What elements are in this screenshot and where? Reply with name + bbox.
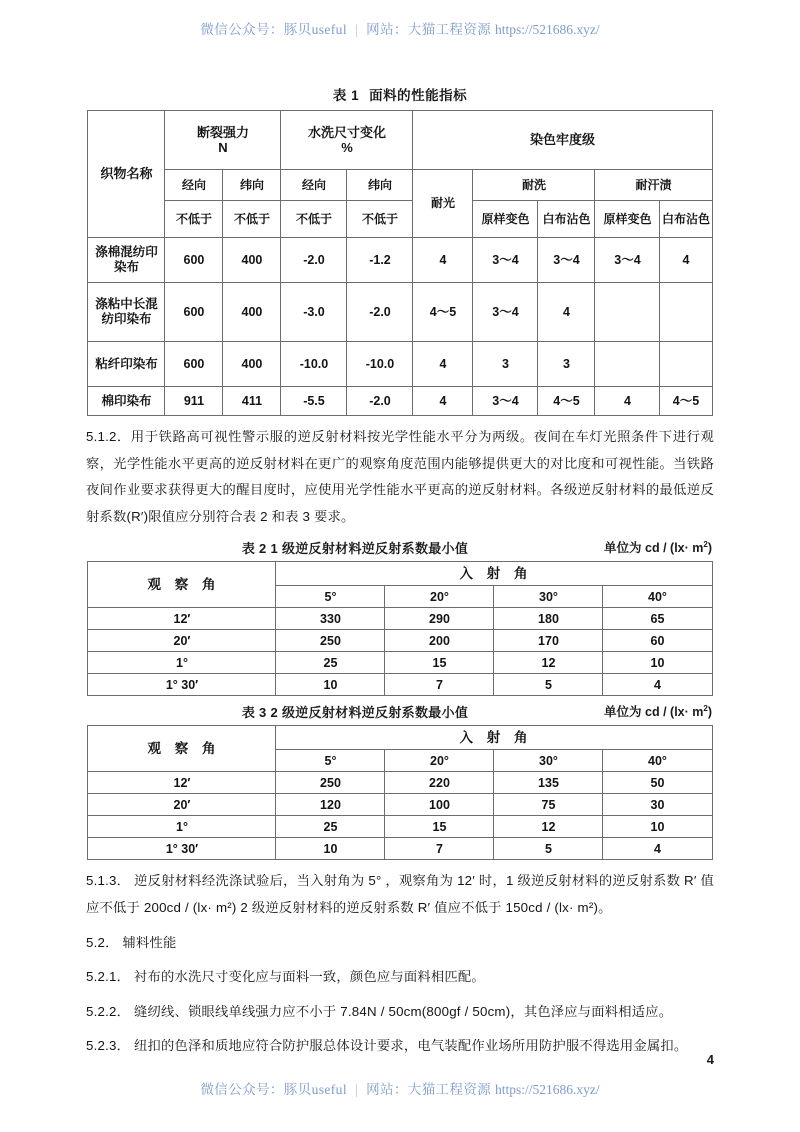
cell-value-40deg: 30 bbox=[603, 794, 712, 816]
cell-wash-white: 3 bbox=[538, 342, 595, 387]
cell-value-5deg: 25 bbox=[276, 652, 385, 674]
th-incidence-5: 5° bbox=[276, 586, 385, 608]
table3-caption bbox=[88, 702, 712, 721]
clause-5-1-3: 5.1.3． 逆反射材料经洗涤试验后，当入射角为 5° ，观察角为 12′ 时，1 级逆反射材料的逆反射系数 R′ 值应不低于 200cd / (lx· m²) 2 级逆反射材料的逆反射系数 R′ 值应不低于 150cd / (lx· m²)。 bbox=[86, 873, 714, 915]
cell-value-30deg: 180 bbox=[494, 608, 603, 630]
table-row bbox=[88, 630, 712, 652]
cell-value-20deg: 200 bbox=[385, 630, 494, 652]
table-row bbox=[88, 283, 712, 342]
cell-value-5deg: 330 bbox=[276, 608, 385, 630]
cell-value-5deg: 120 bbox=[276, 794, 385, 816]
cell-fabric-name: 涤粘中长混纺印染布 bbox=[88, 283, 165, 342]
cell-light: 4 bbox=[413, 238, 473, 283]
th-wash-shrinkage-label: 水洗尺寸变化 bbox=[307, 124, 386, 140]
th-incidence-40: 40° bbox=[603, 586, 712, 608]
table1-caption bbox=[0, 84, 800, 104]
th-shrink-warp: 经向 bbox=[281, 170, 347, 201]
table1-caption-number: 表 1 bbox=[332, 88, 360, 103]
clause-5-2: 5.2． 辅料性能 bbox=[86, 934, 177, 950]
watermark-url: https://521686.xyz/ bbox=[494, 22, 600, 37]
th-observation-angle: 观 察 角 bbox=[88, 726, 276, 772]
cell-observation-angle: 20′ bbox=[88, 630, 276, 652]
cell-value-40deg: 10 bbox=[603, 816, 712, 838]
th-wash-original-change: 原样变色 bbox=[473, 201, 538, 238]
table2-caption-title: 1 级逆反射材料逆反射系数最小值 bbox=[270, 541, 469, 557]
page-number: 4 bbox=[706, 1052, 714, 1067]
th-wash-shrinkage bbox=[281, 111, 413, 170]
th-strength-weft: 纬向 bbox=[223, 170, 281, 201]
cell-value-30deg: 5 bbox=[494, 838, 603, 860]
table2-unit-superscript: 2 bbox=[703, 540, 708, 550]
clause-5-2-2: 5.2.2． 缝纫线、锁眼线单线强力应不小于 7.84N / 50cm(800gf / 50cm)，其色泽应与面料相适应。 bbox=[86, 1003, 673, 1019]
table2-unit-note bbox=[604, 538, 712, 556]
cell-value-30deg: 12 bbox=[494, 816, 603, 838]
th-observation-angle: 观 察 角 bbox=[88, 562, 276, 608]
th-shrink-warp-min: 不低于 bbox=[281, 201, 347, 238]
cell-shrink-warp: -2.0 bbox=[281, 238, 347, 283]
cell-light: 4～5 bbox=[413, 283, 473, 342]
th-persp-original-change: 原样变色 bbox=[595, 201, 660, 238]
cell-value-40deg: 10 bbox=[603, 652, 712, 674]
cell-value-40deg: 4 bbox=[603, 838, 712, 860]
th-perspiration-fastness: 耐汗渍 bbox=[595, 170, 712, 201]
th-fabric-name: 织物名称 bbox=[88, 111, 165, 238]
table3-unit-prefix: 单位为 cd / (lx· m bbox=[604, 705, 704, 720]
cell-strength-warp: 600 bbox=[165, 283, 223, 342]
th-strength-warp: 经向 bbox=[165, 170, 223, 201]
cell-value-20deg: 100 bbox=[385, 794, 494, 816]
cell-observation-angle: 12′ bbox=[88, 608, 276, 630]
cell-persp-white bbox=[660, 283, 712, 342]
watermark-footer bbox=[0, 1078, 800, 1098]
cell-value-40deg: 60 bbox=[603, 630, 712, 652]
watermark-header bbox=[0, 18, 800, 38]
table3-unit-superscript: 2 bbox=[703, 704, 708, 714]
cell-light: 4 bbox=[413, 387, 473, 416]
th-incidence-5: 5° bbox=[276, 750, 385, 772]
th-incidence-20: 20° bbox=[385, 586, 494, 608]
watermark-url: https://521686.xyz/ bbox=[494, 1082, 600, 1097]
cell-shrink-weft: -2.0 bbox=[347, 283, 413, 342]
th-wash-fastness: 耐洗 bbox=[473, 170, 595, 201]
cell-shrink-warp: -5.5 bbox=[281, 387, 347, 416]
table3-header-row-1 bbox=[88, 726, 712, 750]
cell-value-20deg: 15 bbox=[385, 816, 494, 838]
cell-value-30deg: 75 bbox=[494, 794, 603, 816]
table-row bbox=[88, 387, 712, 416]
table-row bbox=[88, 772, 712, 794]
cell-persp-original: 4 bbox=[595, 387, 660, 416]
cell-value-20deg: 7 bbox=[385, 674, 494, 696]
th-incidence-20: 20° bbox=[385, 750, 494, 772]
th-incidence-angle: 入 射 角 bbox=[276, 562, 712, 586]
cell-shrink-weft: -10.0 bbox=[347, 342, 413, 387]
cell-wash-original: 3 bbox=[473, 342, 538, 387]
table2-caption-number: 表 2 bbox=[241, 541, 267, 557]
cell-value-20deg: 15 bbox=[385, 652, 494, 674]
cell-wash-original: 3～4 bbox=[473, 283, 538, 342]
cell-value-5deg: 250 bbox=[276, 772, 385, 794]
cell-value-40deg: 4 bbox=[603, 674, 712, 696]
cell-observation-angle: 1° bbox=[88, 652, 276, 674]
fabric-performance-table bbox=[87, 110, 712, 416]
table-row bbox=[88, 816, 712, 838]
cell-value-40deg: 50 bbox=[603, 772, 712, 794]
th-wash-white-stain: 白布沾色 bbox=[538, 201, 595, 238]
cell-persp-white: 4～5 bbox=[660, 387, 712, 416]
cell-value-5deg: 25 bbox=[276, 816, 385, 838]
cell-observation-angle: 1° 30′ bbox=[88, 674, 276, 696]
th-strength-weft-min: 不低于 bbox=[223, 201, 281, 238]
th-shrink-weft-min: 不低于 bbox=[347, 201, 413, 238]
cell-shrink-warp: -3.0 bbox=[281, 283, 347, 342]
cell-persp-white: 4 bbox=[660, 238, 712, 283]
th-shrink-weft: 纬向 bbox=[347, 170, 413, 201]
table1-caption-title: 面料的性能指标 bbox=[369, 88, 468, 103]
cell-strength-warp: 600 bbox=[165, 238, 223, 283]
table-row bbox=[88, 342, 712, 387]
clause-5-2-3: 5.2.3． 纽扣的色泽和质地应符合防护服总体设计要求，电气装配作业场所用防护服不得选用金属扣。 bbox=[86, 1038, 688, 1054]
cell-observation-angle: 12′ bbox=[88, 772, 276, 794]
watermark-wechat-text: 微信公众号：豚贝useful bbox=[200, 22, 347, 37]
th-breaking-strength bbox=[165, 111, 281, 170]
cell-observation-angle: 1° bbox=[88, 816, 276, 838]
table-row bbox=[88, 608, 712, 630]
table1-header-row-2 bbox=[88, 170, 712, 201]
cell-value-40deg: 65 bbox=[603, 608, 712, 630]
th-strength-warp-min: 不低于 bbox=[165, 201, 223, 238]
cell-value-20deg: 290 bbox=[385, 608, 494, 630]
th-breaking-strength-unit: N bbox=[218, 140, 228, 155]
cell-observation-angle: 20′ bbox=[88, 794, 276, 816]
cell-wash-white: 4 bbox=[538, 283, 595, 342]
clause-5-1-2: 5.1.2．用于铁路高可视性警示服的逆反射材料按光学性能水平分为两级。夜间在车灯光照条件下进行观察，光学性能水平更高的逆反射材料在更广的观察角度范围内能够提供更大的对比度和可视性能。当铁路夜间作业要求获得更大的醒目度时，应使用光学性能水平更高的逆反射材料。各级逆反射材料的最低逆反射系数(R′)限值应分别符合表 2 和表 3 要求。 bbox=[86, 429, 714, 524]
clause-5-2-1: 5.2.1． 衬布的水洗尺寸变化应与面料一致，颜色应与面料相匹配。 bbox=[86, 969, 485, 985]
th-persp-white-stain: 白布沾色 bbox=[660, 201, 712, 238]
cell-light: 4 bbox=[413, 342, 473, 387]
table3-unit-suffix: ) bbox=[707, 705, 712, 720]
level2-retroreflection-table bbox=[87, 725, 712, 860]
cell-value-5deg: 10 bbox=[276, 674, 385, 696]
cell-strength-weft: 411 bbox=[223, 387, 281, 416]
cell-value-5deg: 250 bbox=[276, 630, 385, 652]
cell-fabric-name: 粘纤印染布 bbox=[88, 342, 165, 387]
table-row bbox=[88, 652, 712, 674]
cell-strength-warp: 911 bbox=[165, 387, 223, 416]
table3-unit-note bbox=[604, 702, 712, 720]
table2-unit-prefix: 单位为 cd / (lx· m bbox=[604, 541, 704, 556]
cell-shrink-weft: -1.2 bbox=[347, 238, 413, 283]
watermark-separator: | bbox=[354, 22, 359, 37]
document-page bbox=[0, 84, 800, 1060]
table2-unit-suffix: ) bbox=[707, 541, 712, 556]
cell-persp-original bbox=[595, 342, 660, 387]
table2-caption bbox=[88, 538, 712, 557]
cell-strength-weft: 400 bbox=[223, 283, 281, 342]
cell-persp-original bbox=[595, 283, 660, 342]
table-row bbox=[88, 674, 712, 696]
table3-caption-title: 2 级逆反射材料逆反射系数最小值 bbox=[270, 705, 469, 721]
cell-fabric-name: 涤棉混纺印染布 bbox=[88, 238, 165, 283]
table-row bbox=[88, 838, 712, 860]
th-incidence-30: 30° bbox=[494, 750, 603, 772]
th-color-fastness: 染色牢度级 bbox=[413, 111, 712, 170]
cell-observation-angle: 1° 30′ bbox=[88, 838, 276, 860]
cell-value-30deg: 135 bbox=[494, 772, 603, 794]
cell-wash-original: 3～4 bbox=[473, 238, 538, 283]
th-incidence-40: 40° bbox=[603, 750, 712, 772]
table-row bbox=[88, 794, 712, 816]
th-wash-shrinkage-unit: % bbox=[341, 140, 353, 155]
table2-header-row-1 bbox=[88, 562, 712, 586]
table1-header-row-3 bbox=[88, 201, 712, 238]
cell-value-30deg: 5 bbox=[494, 674, 603, 696]
watermark-site-text: 网站：大猫工程资源 bbox=[366, 1082, 492, 1097]
cell-value-30deg: 170 bbox=[494, 630, 603, 652]
watermark-site-text: 网站：大猫工程资源 bbox=[366, 22, 492, 37]
cell-persp-white bbox=[660, 342, 712, 387]
th-incidence-30: 30° bbox=[494, 586, 603, 608]
cell-value-5deg: 10 bbox=[276, 838, 385, 860]
th-light-fastness: 耐光 bbox=[413, 170, 473, 238]
cell-wash-white: 4～5 bbox=[538, 387, 595, 416]
cell-strength-warp: 600 bbox=[165, 342, 223, 387]
cell-shrink-weft: -2.0 bbox=[347, 387, 413, 416]
cell-value-20deg: 7 bbox=[385, 838, 494, 860]
cell-persp-original: 3～4 bbox=[595, 238, 660, 283]
level1-retroreflection-table bbox=[87, 561, 712, 696]
cell-wash-white: 3～4 bbox=[538, 238, 595, 283]
cell-value-30deg: 12 bbox=[494, 652, 603, 674]
cell-fabric-name: 棉印染布 bbox=[88, 387, 165, 416]
table-row bbox=[88, 238, 712, 283]
cell-value-20deg: 220 bbox=[385, 772, 494, 794]
cell-strength-weft: 400 bbox=[223, 342, 281, 387]
watermark-wechat-text: 微信公众号：豚贝useful bbox=[200, 1082, 347, 1097]
table1-header-row-1 bbox=[88, 111, 712, 170]
cell-strength-weft: 400 bbox=[223, 238, 281, 283]
th-breaking-strength-label: 断裂强力 bbox=[196, 124, 249, 140]
th-incidence-angle: 入 射 角 bbox=[276, 726, 712, 750]
cell-shrink-warp: -10.0 bbox=[281, 342, 347, 387]
cell-wash-original: 3～4 bbox=[473, 387, 538, 416]
table3-caption-number: 表 3 bbox=[241, 705, 267, 721]
watermark-separator: | bbox=[354, 1082, 359, 1097]
